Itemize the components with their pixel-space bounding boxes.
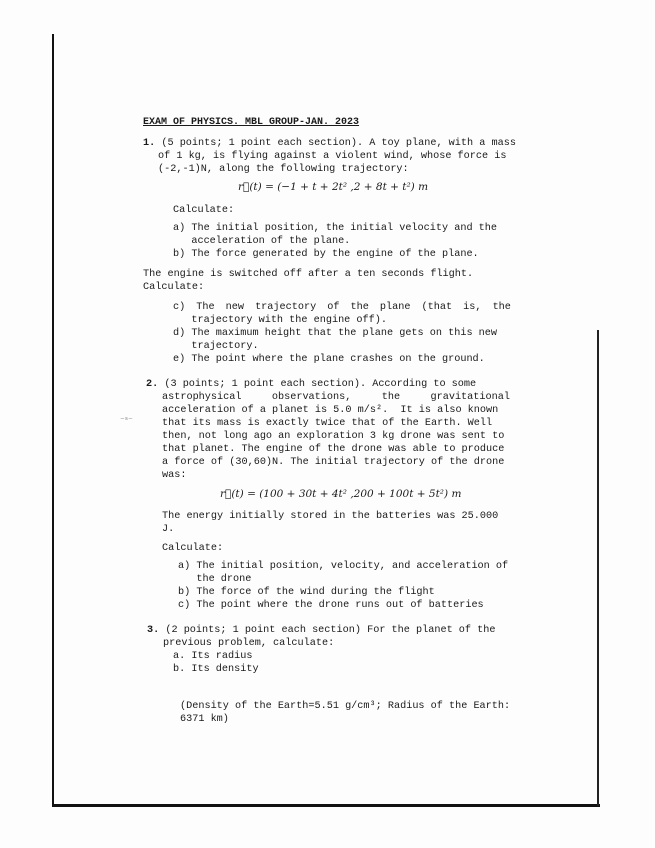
question-2-line-7: a force of (30,60)N. The initial trajectory of the drone [162, 457, 505, 468]
question-1-item-c-word-0: c) [173, 302, 186, 313]
question-1-line-2: of 1 kg, is flying against a violent wind, whose force is [158, 151, 507, 162]
question-1-item-c-word-9: the [492, 302, 511, 313]
question-3-number: 3. [147, 625, 160, 636]
question-1-calculate: Calculate: [173, 205, 235, 216]
question-2-intro-1: (3 points; 1 point each section). According to some [158, 379, 477, 390]
exam-title: EXAM OF PHYSICS. MBL GROUP-JAN. 2023 [143, 117, 360, 128]
question-2-item-c: c) The point where the drone runs out of batteries [178, 600, 484, 611]
question-2-equation: r⃗(t) = (100 + 30t + 4t² ,200 + 100t + 5t²) m [220, 488, 462, 500]
question-2-line-6: that planet. The engine of the drone was able to produce [162, 444, 505, 455]
question-1-item-c-2: trajectory with the engine off). [173, 315, 387, 326]
question-2-line-2-word-3: gravitational [430, 392, 510, 403]
question-2-item-b: b) The force of the wind during the flight [178, 587, 435, 598]
question-2-line-1 [146, 378, 476, 391]
question-2-item-a-2: the drone [178, 574, 252, 585]
question-3-item-a: a. Its radius [173, 651, 253, 662]
question-1-item-c-word-8: is, [463, 302, 482, 313]
question-2-line-2 [162, 391, 510, 404]
question-2-line-3: acceleration of a planet is 5.0 m/s². It is also known [162, 405, 499, 416]
question-1-item-c-word-5: the [350, 302, 369, 313]
question-3-item-b: b. Its density [173, 664, 259, 675]
question-3-note-2: 6371 km) [180, 714, 229, 725]
scan-edge-right [597, 330, 599, 806]
question-3-line-2: previous problem, calculate: [163, 638, 335, 649]
question-3-note-1: (Density of the Earth=5.51 g/cm³; Radius of the Earth: [180, 701, 511, 712]
scan-edge-left [52, 34, 54, 804]
scan-speck: ⁻ˢ⁻ [120, 416, 133, 426]
question-1-item-d-2: trajectory. [173, 341, 259, 352]
question-1-intro-1: (5 points; 1 point each section). A toy plane, with a mass [155, 138, 516, 149]
question-2-energy-2: J. [162, 524, 175, 535]
question-1-item-c-word-1: The [196, 302, 215, 313]
question-1-item-c-word-3: trajectory [255, 302, 317, 313]
question-2-number: 2. [146, 379, 159, 390]
question-1-item-c-word-6: plane [379, 302, 411, 313]
question-1-line-3: (-2,-1)N, along the following trajectory: [158, 164, 409, 175]
question-1-item-c-word-7: (that [421, 302, 453, 313]
question-2-line-8: was: [162, 470, 187, 481]
question-2-calculate: Calculate: [162, 543, 224, 554]
question-2-energy-1: The energy initially stored in the batteries was 25.000 [162, 511, 499, 522]
question-2-line-5: then, not long ago an exploration 3 kg drone was sent to [162, 431, 505, 442]
question-1-item-a-2: acceleration of the plane. [173, 236, 351, 247]
question-1-switch-off-1: The engine is switched off after a ten seconds flight. [143, 269, 474, 280]
question-1-item-a-1: a) The initial position, the initial velocity and the [173, 223, 498, 234]
question-2-line-2-word-2: the [381, 392, 401, 403]
question-1-item-c-1 [173, 301, 511, 314]
question-1-switch-off-2: Calculate: [143, 282, 205, 293]
question-1-item-c-word-4: of [327, 302, 340, 313]
question-1-item-e: e) The point where the plane crashes on the ground. [173, 354, 485, 365]
question-1-item-d-1: d) The maximum height that the plane gets on this new [173, 328, 498, 339]
scan-edge-bottom [52, 804, 600, 807]
question-1-equation: r⃗(t) = (−1 + t + 2t² ,2 + 8t + t²) m [238, 181, 429, 193]
question-3-line-1 [147, 624, 495, 637]
question-1-item-c-word-2: new [225, 302, 245, 313]
question-1-line-1 [143, 137, 516, 150]
question-2-line-2-word-1: observations, [271, 392, 352, 403]
question-2-line-2-word-0: astrophysical [162, 392, 242, 403]
question-2-line-4: that its mass is exactly twice that of the Earth. Well [162, 418, 493, 429]
question-1-item-b: b) The force generated by the engine of the plane. [173, 249, 479, 260]
question-1-number: 1. [143, 138, 156, 149]
question-3-intro-1: (2 points; 1 point each section) For the planet of the [159, 625, 496, 636]
question-2-item-a-1: a) The initial position, velocity, and acceleration of [178, 561, 509, 572]
